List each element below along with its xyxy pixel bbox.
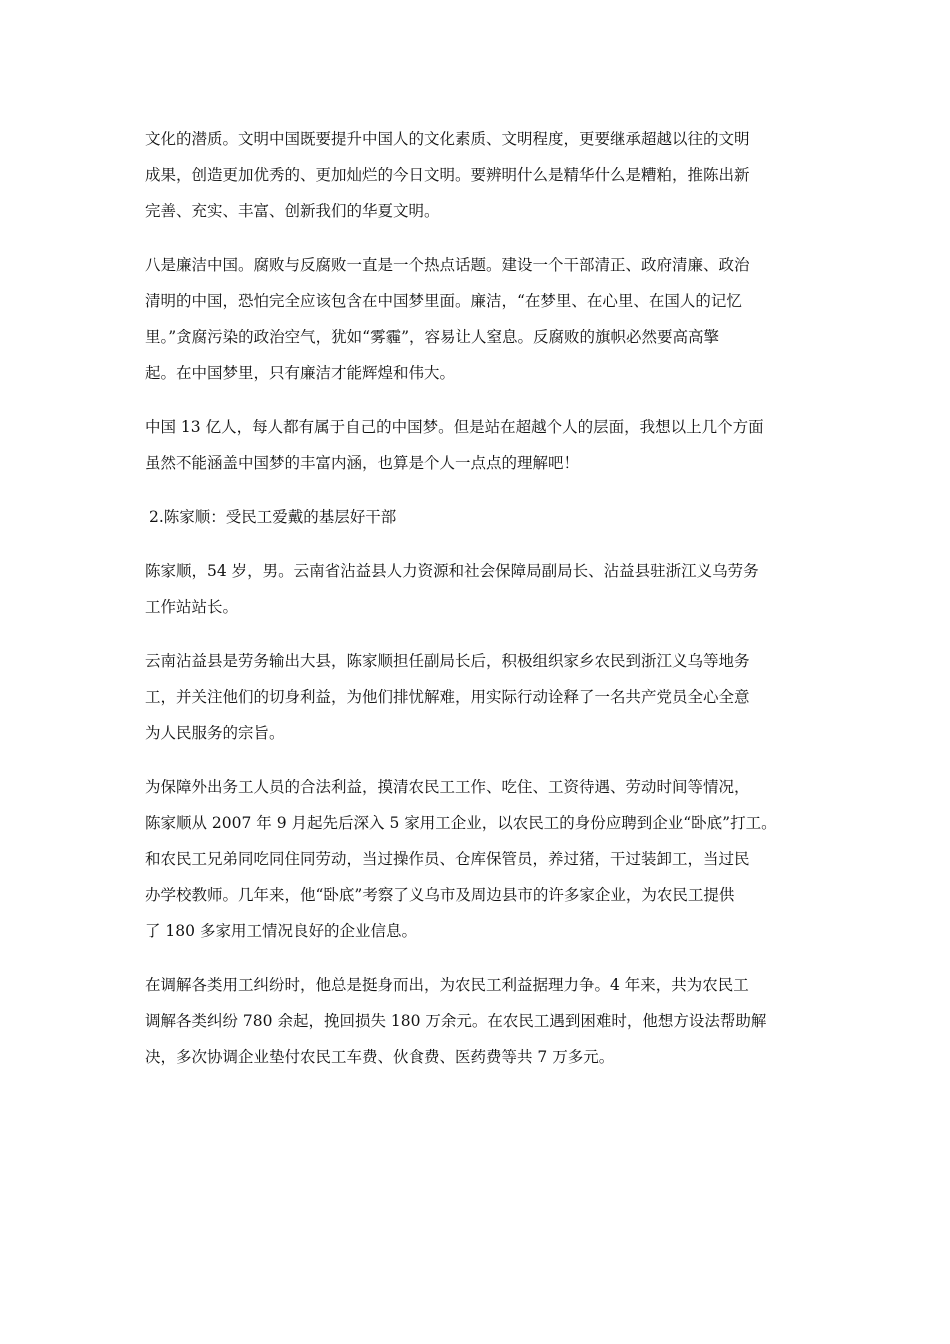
paragraph-line: 和农民工兄弟同吃同住同劳动，当过操作员、仓库保管员，养过猪，干过装卸工，当过民 bbox=[145, 850, 750, 868]
paragraph-line: 在调解各类用工纠纷时，他总是挺身而出，为农民工利益据理力争。4 年来，共为农民工 bbox=[145, 976, 749, 994]
paragraph-line: 为人民服务的宗旨。 bbox=[145, 724, 285, 742]
paragraph-labor-export bbox=[145, 643, 815, 751]
paragraph-line: 为保障外出务工人员的合法利益，摸清农民工工作、吃住、工资待遇、劳动时间等情况， bbox=[145, 778, 750, 796]
paragraph-line: 陈家顺，54 岁，男。云南省沾益县人力资源和社会保障局副局长、沾益县驻浙江义乌劳务 bbox=[145, 562, 759, 580]
paragraph-line: 虽然不能涵盖中国梦的丰富内涵，也算是个人一点点的理解吧！ bbox=[145, 454, 580, 472]
paragraph-disputes bbox=[145, 967, 815, 1075]
paragraph-line: 中国 13 亿人，每人都有属于自己的中国梦。但是站在超越个人的层面，我想以上几个方面 bbox=[145, 418, 764, 436]
section-heading: 2.陈家顺：受民工爱戴的基层好干部 bbox=[149, 508, 397, 526]
paragraph-line: 了 180 多家用工情况良好的企业信息。 bbox=[145, 922, 417, 940]
paragraph-line: 文化的潜质。文明中国既要提升中国人的文化素质、文明程度，更要继承超越以往的文明 bbox=[145, 130, 750, 148]
paragraph-line: 办学校教师。几年来，他“卧底”考察了义乌市及周边县市的许多家企业，为农民工提供 bbox=[145, 886, 735, 904]
document-body bbox=[145, 121, 815, 1093]
paragraph-line: 工作站站长。 bbox=[145, 598, 239, 616]
paragraph-line: 云南沾益县是劳务输出大县，陈家顺担任副局长后，积极组织家乡农民到浙江义乌等地务 bbox=[145, 652, 750, 670]
paragraph-line: 里。”贪腐污染的政治空气，犹如“雾霾”，容易让人窒息。反腐败的旗帜必然要高高擎 bbox=[145, 328, 720, 346]
paragraph-line: 完善、充实、丰富、创新我们的华夏文明。 bbox=[145, 202, 440, 220]
paragraph-line: 成果，创造更加优秀的、更加灿烂的今日文明。要辨明什么是精华什么是糟粕，推陈出新 bbox=[145, 166, 750, 184]
paragraph-line: 决，多次协调企业垫付农民工车费、伙食费、医药费等共 7 万多元。 bbox=[145, 1048, 615, 1066]
paragraph-profile bbox=[145, 553, 815, 625]
paragraph-china-dream bbox=[145, 409, 815, 481]
paragraph-clean-china bbox=[145, 247, 815, 391]
paragraph-line: 清明的中国，恐怕完全应该包含在中国梦里面。廉洁，“在梦里、在心里、在国人的记忆 bbox=[145, 292, 742, 310]
paragraph-line: 工，并关注他们的切身利益，为他们排忧解难，用实际行动诠释了一名共产党员全心全意 bbox=[145, 688, 750, 706]
paragraph-line: 调解各类纠纷 780 余起，挽回损失 180 万余元。在农民工遇到困难时，他想方设法帮助解 bbox=[145, 1012, 767, 1030]
paragraph-undercover bbox=[145, 769, 815, 949]
paragraph-line: 八是廉洁中国。腐败与反腐败一直是一个热点话题。建设一个干部清正、政府清廉、政治 bbox=[145, 256, 750, 274]
paragraph-line: 起。在中国梦里，只有廉洁才能辉煌和伟大。 bbox=[145, 364, 456, 382]
paragraph-line: 陈家顺从 2007 年 9 月起先后深入 5 家用工企业，以农民工的身份应聘到企业“卧底”打工。 bbox=[145, 814, 777, 832]
paragraph-civilization bbox=[145, 121, 815, 229]
